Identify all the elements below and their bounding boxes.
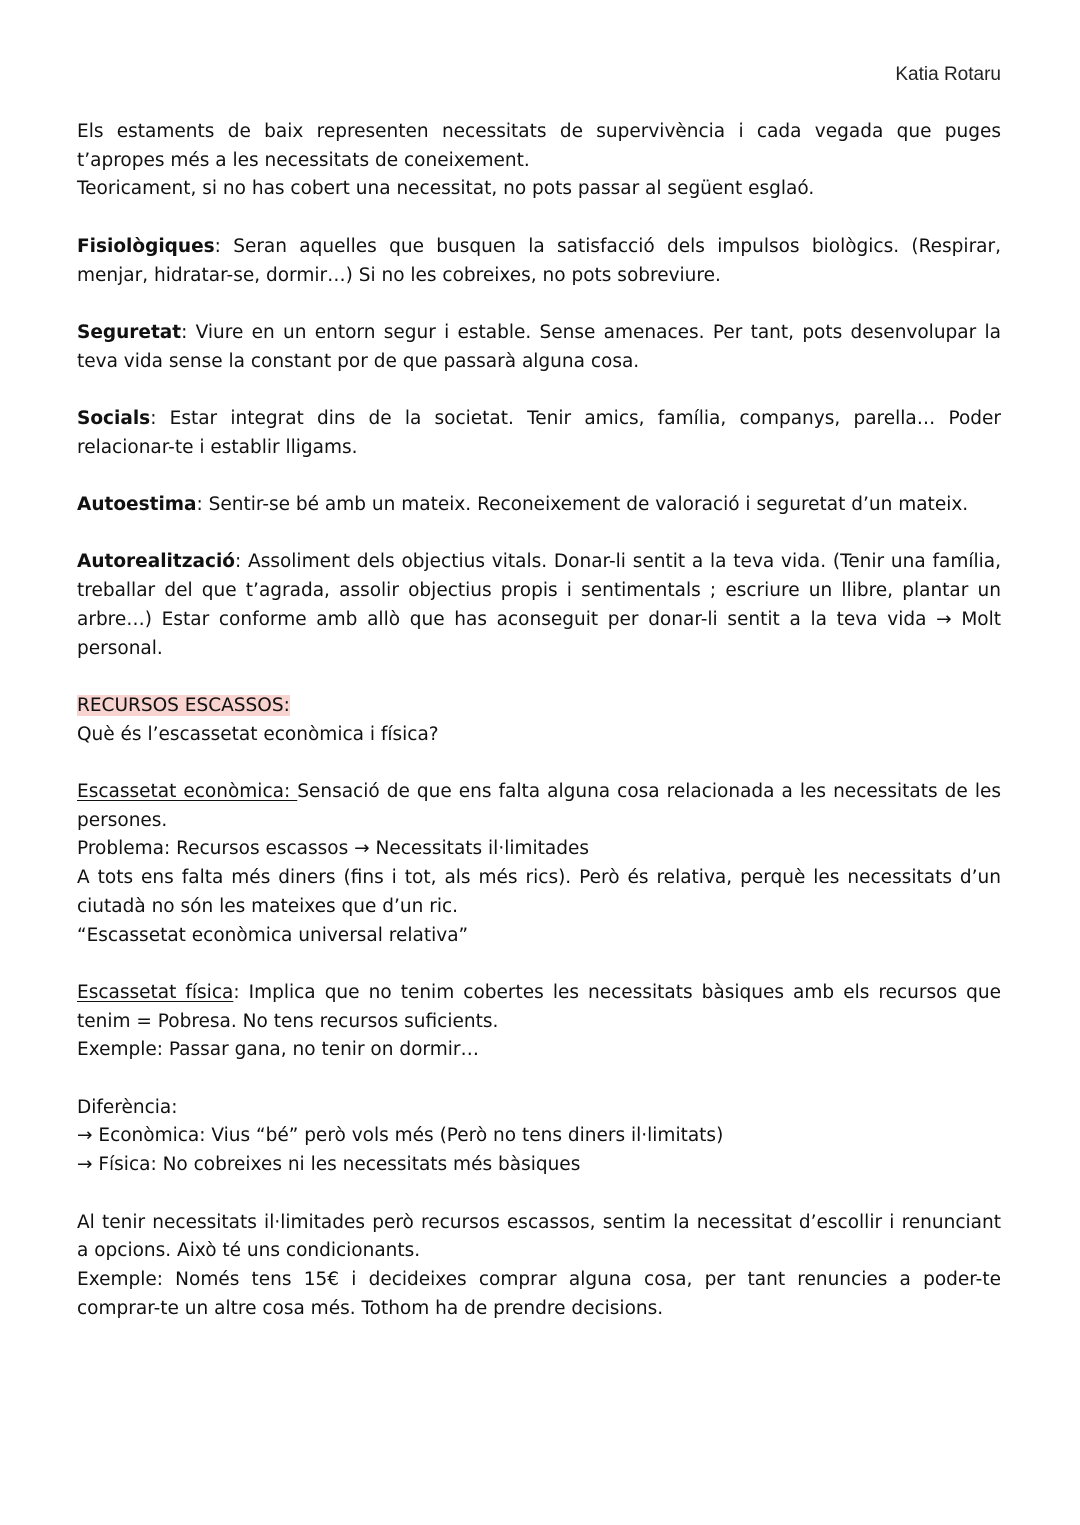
economica-explanation: A tots ens falta més diners (fins i tot, als més rics). Però és relativa, perquè les necessitats d’un ciutadà no són les mateixes que d’un ric. bbox=[77, 867, 1001, 917]
diferencia-section bbox=[77, 1094, 1001, 1180]
need-socials bbox=[77, 405, 1001, 462]
need-text: : Viure en un entorn segur i estable. Sense amenaces. Per tant, pots desenvolupar la teva vida sense la constant por de que passarà alguna cosa. bbox=[77, 321, 1001, 372]
need-fisiologiques bbox=[77, 233, 1001, 290]
conclusion-line-1: Al tenir necessitats il·limitades però recursos escassos, sentim la necessitat d’escollir i renunciant a opcions. Això té uns condicionants. bbox=[77, 1211, 1001, 1262]
economica-definition: Sensació de que ens falta alguna cosa relacionada a les necessitats de les persones. bbox=[77, 781, 1001, 831]
need-term: Socials bbox=[77, 407, 151, 429]
diferencia-title: Diferència: bbox=[77, 1096, 178, 1118]
conclusion-paragraph bbox=[77, 1209, 1001, 1324]
recursos-question: Què és l’escassetat econòmica i física? bbox=[77, 723, 439, 745]
economica-quote: “Escassetat econòmica universal relativa” bbox=[77, 924, 469, 946]
author-name: Katia Rotaru bbox=[895, 64, 1001, 85]
economica-problem: Problema: Recursos escassos → Necessitats il·limitades bbox=[77, 838, 590, 860]
intro-line-1: Els estaments de baix representen necessitats de supervivència i cada vegada que puges t’apropes més a les necessitats de coneixement. bbox=[77, 121, 1001, 171]
need-autoestima bbox=[77, 491, 1001, 520]
need-text: : Seran aquelles que busquen la satisfacció dels impulsos biològics. (Respirar, menjar, hidratar-se, dormir…) Si no les cobreixes, no pots sobreviure. bbox=[77, 235, 1001, 286]
economica-term: Escassetat econòmica: bbox=[77, 781, 298, 803]
escassetat-fisica-section bbox=[77, 979, 1001, 1065]
fisica-definition: : Implica que no tenim cobertes les necessitats bàsiques amb els recursos que tenim = Pobresa. No tens recursos suficients. bbox=[77, 981, 1001, 1032]
need-term: Autoestima bbox=[77, 494, 197, 516]
need-autorealitzacio bbox=[77, 548, 1001, 663]
need-text: : Sentir-se bé amb un mateix. Reconeixement de valoració i seguretat d’un mateix. bbox=[196, 494, 969, 516]
recursos-section bbox=[77, 692, 1001, 749]
need-seguretat bbox=[77, 319, 1001, 376]
recursos-heading: RECURSOS ESCASSOS: bbox=[77, 694, 290, 716]
diferencia-fisica: → Física: No cobreixes ni les necessitats més bàsiques bbox=[77, 1154, 581, 1176]
need-term: Fisiològiques bbox=[77, 235, 215, 257]
fisica-example: Exemple: Passar gana, no tenir on dormir… bbox=[77, 1039, 479, 1061]
conclusion-line-2: Exemple: Només tens 15€ i decideixes comprar alguna cosa, per tant renuncies a poder-te comprar-te un altre cosa més. Tothom ha de prendre decisions. bbox=[77, 1268, 1001, 1319]
need-term: Autorealització bbox=[77, 551, 235, 573]
fisica-term: Escassetat física bbox=[77, 981, 234, 1003]
need-text: : Estar integrat dins de la societat. Tenir amics, família, companys, parella… Poder relacionar-te i establir lligams. bbox=[77, 407, 1001, 458]
need-term: Seguretat bbox=[77, 321, 182, 343]
intro-line-2: Teoricament, si no has cobert una necessitat, no pots passar al següent esglaó. bbox=[77, 178, 815, 200]
diferencia-economica: → Econòmica: Vius “bé” però vols més (Però no tens diners il·limitats) bbox=[77, 1125, 724, 1147]
document-body bbox=[77, 118, 1001, 1352]
need-text: : Assoliment dels objectius vitals. Donar-li sentit a la teva vida. (Tenir una família, treballar del que t’agrada, assolir objectius propis i sentimentals ; escriure un llibre, plantar un arbre…) Estar conforme amb allò que has aconseguit per donar-li sentit a la teva vida → Molt personal. bbox=[77, 551, 1001, 659]
escassetat-economica-section bbox=[77, 778, 1001, 950]
intro-paragraph bbox=[77, 118, 1001, 204]
